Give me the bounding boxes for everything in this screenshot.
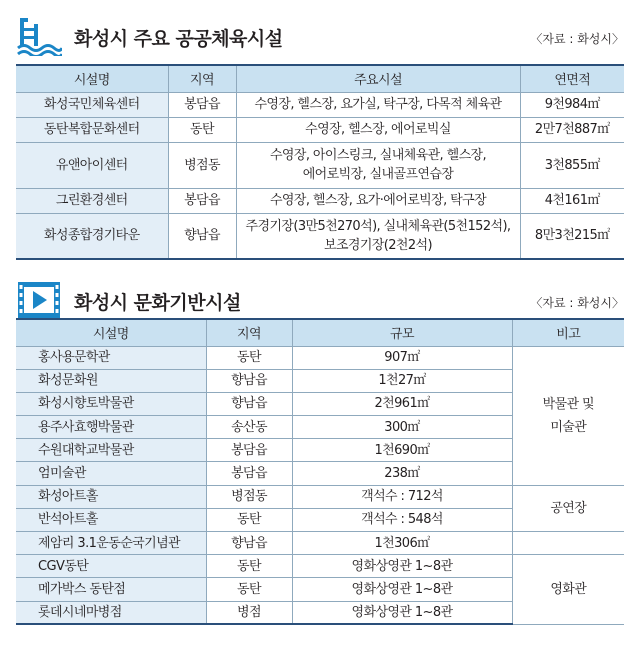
facility-size: 영화상영관 1~8관 xyxy=(292,601,512,624)
facility-size: 객석수 : 548석 xyxy=(292,508,512,531)
header-region: 지역 xyxy=(168,65,236,92)
facility-region: 동탄 xyxy=(206,346,292,369)
facility-region: 봉담읍 xyxy=(206,439,292,462)
facility-area: 9천984㎡ xyxy=(520,92,624,117)
facility-area: 3천855㎡ xyxy=(520,142,624,188)
facility-name: 화성국민체육센터 xyxy=(16,92,168,117)
facility-name: 그린환경센터 xyxy=(16,188,168,213)
facility-region: 향남읍 xyxy=(206,532,292,555)
facility-size: 300㎡ xyxy=(292,416,512,439)
facility-area: 2만7천887㎡ xyxy=(520,117,624,142)
facility-name: 메가박스 동탄점 xyxy=(16,578,206,601)
facility-area: 8만3천215㎡ xyxy=(520,213,624,259)
culture-section-header xyxy=(16,280,624,320)
facility-amenities xyxy=(236,213,520,259)
facility-size: 2천961㎡ xyxy=(292,392,512,415)
table-row xyxy=(16,485,624,508)
facility-amenities xyxy=(236,142,520,188)
table-row xyxy=(16,142,624,188)
facility-region: 동탄 xyxy=(206,508,292,531)
facility-amenities-line1: 주경기장(3만5천270석), 실내체육관(5천152석), xyxy=(245,218,511,234)
table-row xyxy=(16,188,624,213)
facility-amenities-line1: 수영장, 아이스링크, 실내체육관, 헬스장, xyxy=(269,148,487,163)
facility-region: 동탄 xyxy=(206,555,292,578)
facility-region: 병점동 xyxy=(168,142,236,188)
sports-title: 화성시 주요 공공체육시설 xyxy=(74,28,283,50)
facility-size: 238㎡ xyxy=(292,462,512,485)
facility-name: CGV동탄 xyxy=(16,555,206,578)
table-row xyxy=(16,346,624,369)
facility-size: 907㎡ xyxy=(292,346,512,369)
table-row xyxy=(16,117,624,142)
facility-name: 롯데시네마병점 xyxy=(16,601,206,624)
facility-name: 유앤아이센터 xyxy=(16,142,168,188)
sports-source: 〈자료 : 화성시〉 xyxy=(530,32,624,46)
facility-amenities-line2: 보조경기장(2천2석) xyxy=(324,237,432,253)
culture-facilities-table xyxy=(16,318,624,625)
facility-name: 수원대학교박물관 xyxy=(16,439,206,462)
header-note: 비고 xyxy=(512,319,624,346)
facility-amenities: 수영장, 헬스장, 요가·에어로빅장, 탁구장 xyxy=(236,188,520,213)
facility-region: 동탄 xyxy=(206,578,292,601)
table-header-row xyxy=(16,65,624,92)
swimming-pool-icon xyxy=(16,16,62,56)
note-museum-line2: 미술관 xyxy=(550,419,587,435)
facility-region: 병점동 xyxy=(206,485,292,508)
sports-facilities-table xyxy=(16,64,624,260)
facility-region: 향남읍 xyxy=(206,369,292,392)
facility-amenities: 수영장, 헬스장, 요가실, 탁구장, 다목적 체육관 xyxy=(236,92,520,117)
facility-size: 1천27㎡ xyxy=(292,369,512,392)
facility-name: 제암리 3.1운동순국기념관 xyxy=(16,532,206,555)
table-header-row xyxy=(16,319,624,346)
facility-name: 화성문화원 xyxy=(16,369,206,392)
table-row xyxy=(16,92,624,117)
note-performance: 공연장 xyxy=(512,485,624,531)
table-row xyxy=(16,555,624,578)
facility-name: 동탄복합문화센터 xyxy=(16,117,168,142)
facility-name: 반석아트홀 xyxy=(16,508,206,531)
table-row xyxy=(16,213,624,259)
culture-source: 〈자료 : 화성시〉 xyxy=(530,296,624,310)
facility-name: 홍사용문학관 xyxy=(16,346,206,369)
facility-area: 4천161㎡ xyxy=(520,188,624,213)
facility-name: 화성아트홀 xyxy=(16,485,206,508)
facility-name: 화성시향토박물관 xyxy=(16,392,206,415)
header-size: 규모 xyxy=(292,319,512,346)
facility-region: 병점 xyxy=(206,601,292,624)
note-museum xyxy=(512,346,624,485)
facility-region: 향남읍 xyxy=(206,392,292,415)
sports-section-header xyxy=(16,16,624,56)
facility-name: 용주사효행박물관 xyxy=(16,416,206,439)
facility-size: 1천690㎡ xyxy=(292,439,512,462)
film-play-icon xyxy=(16,280,62,320)
header-area: 연면적 xyxy=(520,65,624,92)
table-row xyxy=(16,532,624,555)
facility-region: 봉담읍 xyxy=(206,462,292,485)
note-museum-line1: 박물관 및 xyxy=(542,396,594,412)
facility-region: 송산동 xyxy=(206,416,292,439)
facility-size: 영화상영관 1~8관 xyxy=(292,578,512,601)
note-cinema: 영화관 xyxy=(512,555,624,625)
facility-size: 1천306㎡ xyxy=(292,532,512,555)
header-region: 지역 xyxy=(206,319,292,346)
header-name: 시설명 xyxy=(16,65,168,92)
facility-size: 객석수 : 712석 xyxy=(292,485,512,508)
note-empty xyxy=(512,532,624,555)
header-name: 시설명 xyxy=(16,319,206,346)
facility-region: 향남읍 xyxy=(168,213,236,259)
facility-region: 봉담읍 xyxy=(168,92,236,117)
header-facilities: 주요시설 xyxy=(236,65,520,92)
facility-name: 화성종합경기타운 xyxy=(16,213,168,259)
facility-region: 봉담읍 xyxy=(168,188,236,213)
facility-region: 동탄 xyxy=(168,117,236,142)
facility-size: 영화상영관 1~8관 xyxy=(292,555,512,578)
facility-amenities: 수영장, 헬스장, 에어로빅실 xyxy=(236,117,520,142)
facility-name: 엄미술관 xyxy=(16,462,206,485)
facility-amenities-line2: 에어로빅장, 실내골프연습장 xyxy=(302,167,454,182)
culture-title: 화성시 문화기반시설 xyxy=(74,292,241,314)
